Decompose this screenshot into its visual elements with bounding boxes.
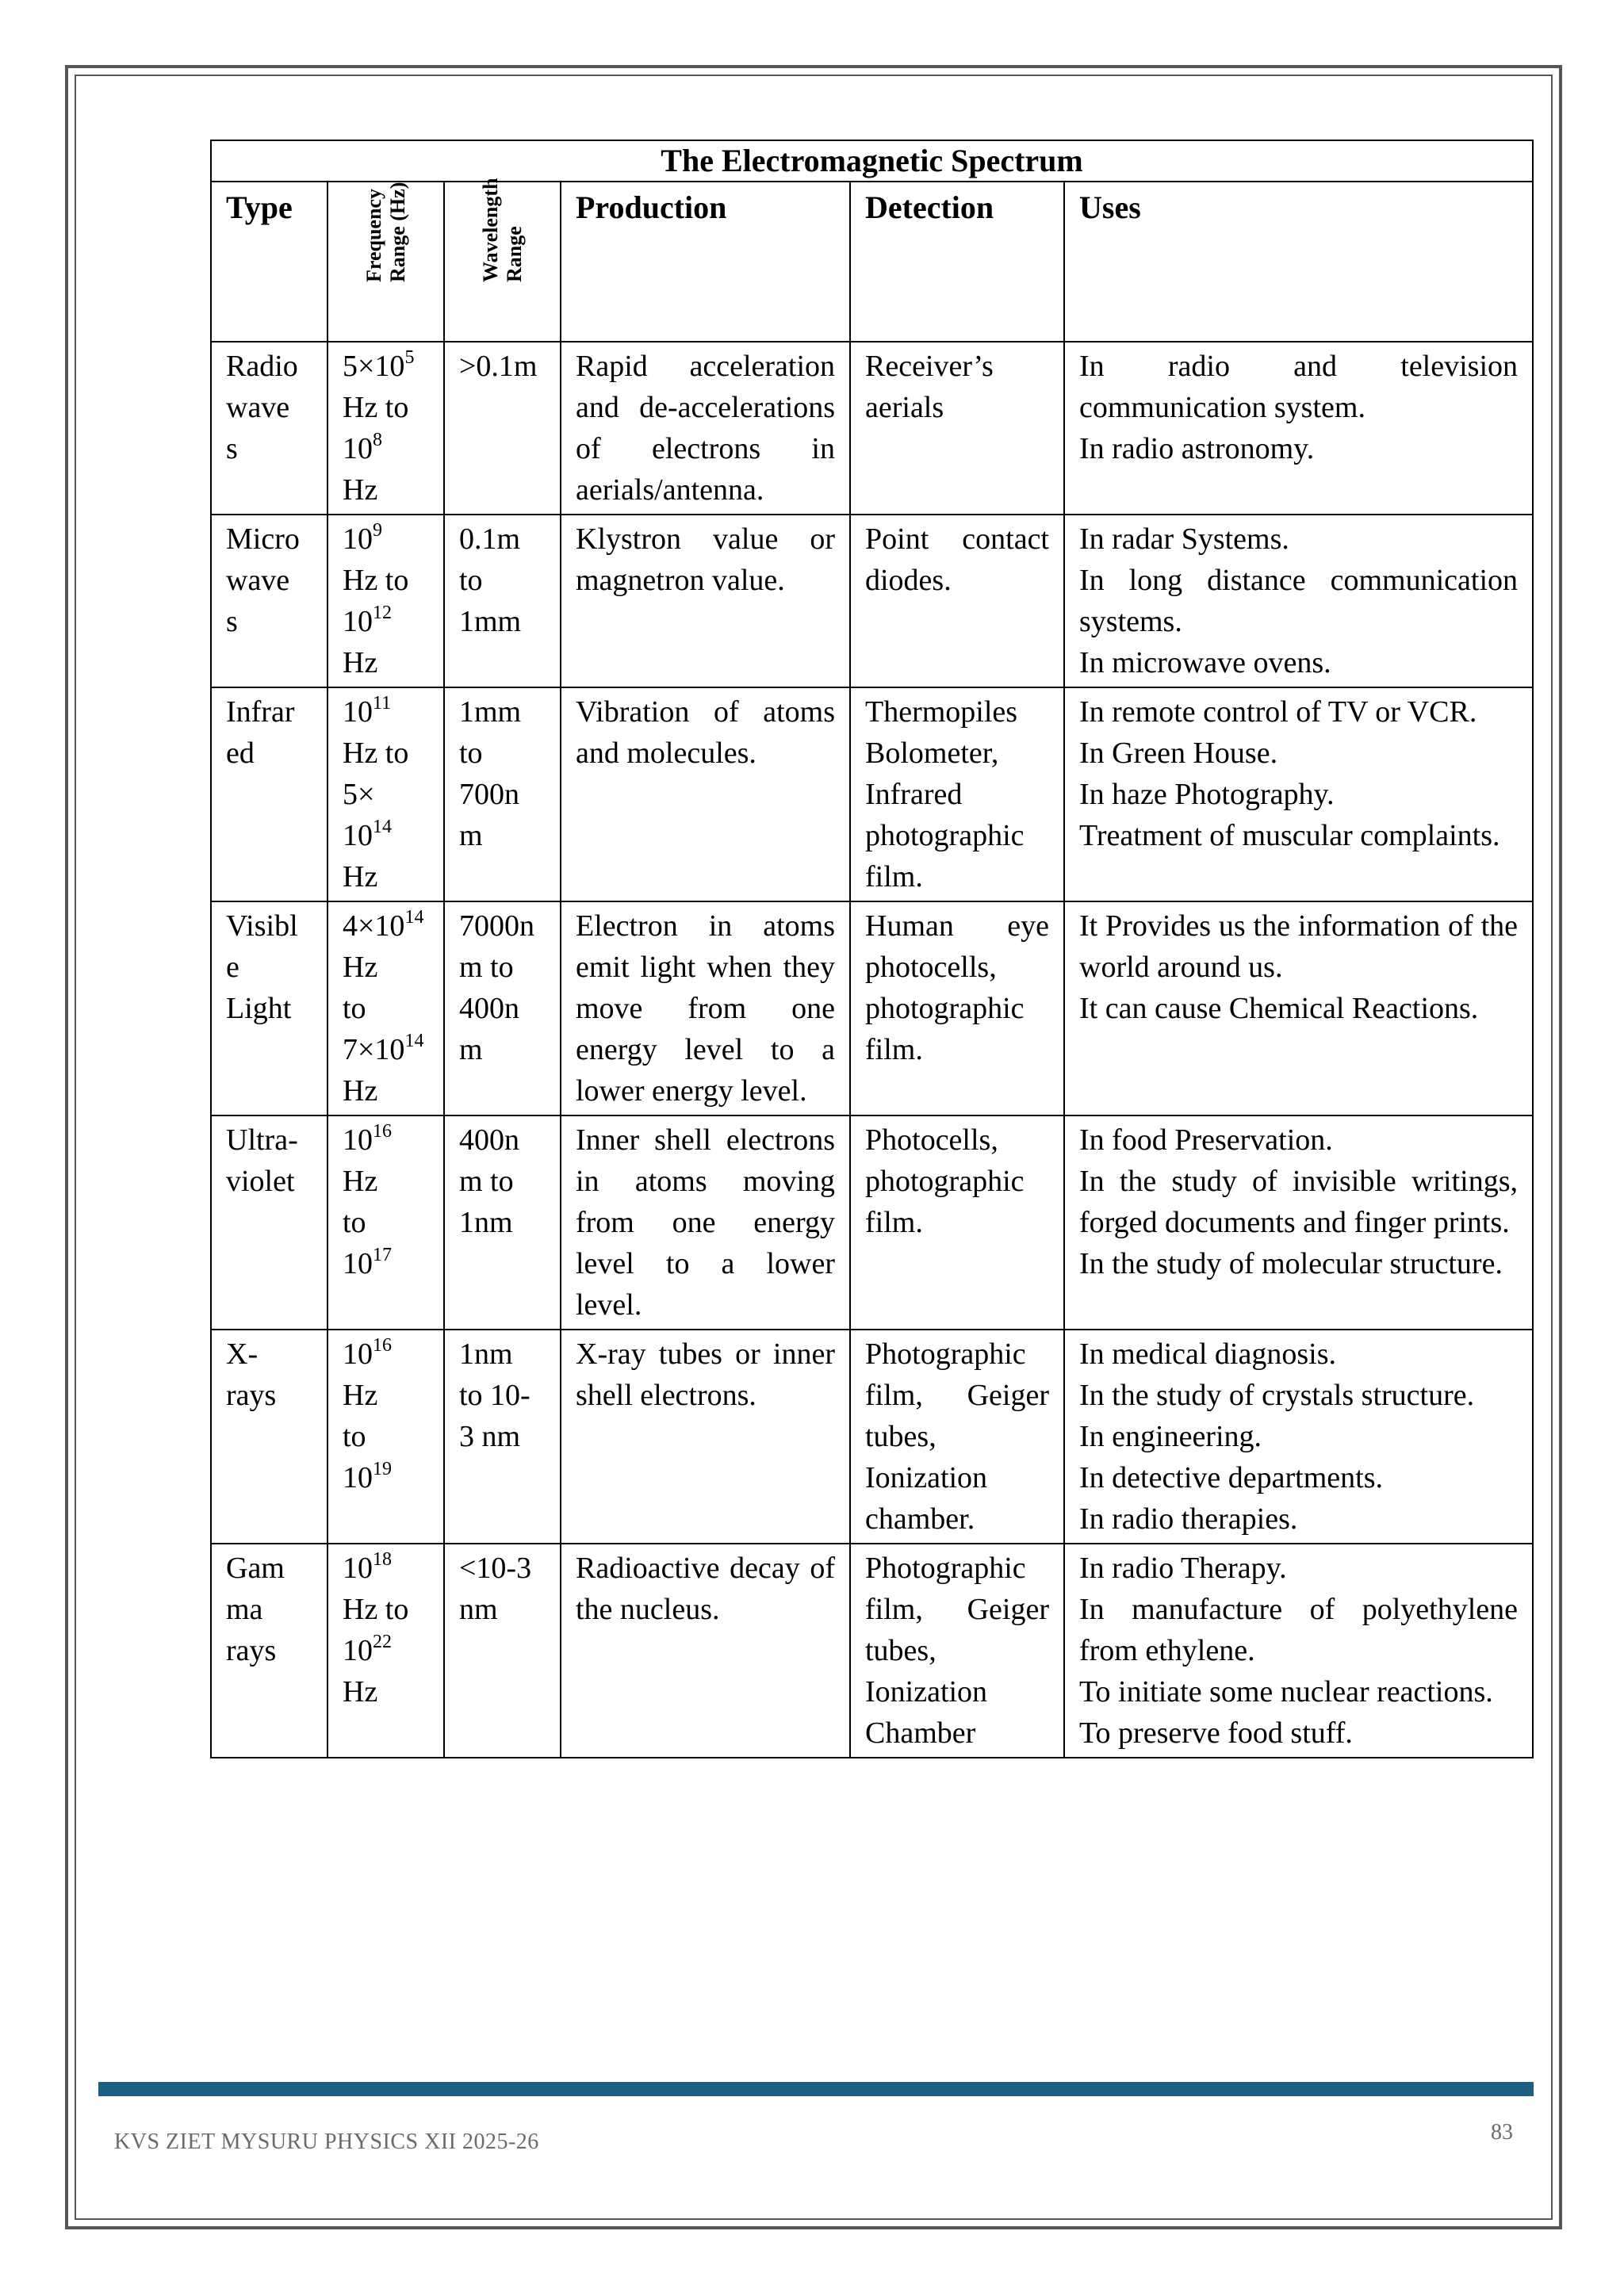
- frequency-line: $10^{22}$: [343, 1632, 392, 1667]
- frequency-line: $10^{14}$: [343, 817, 392, 852]
- type-line: Radio: [226, 350, 298, 383]
- wavelength-line: 1mm: [459, 605, 522, 638]
- use-line: In microwave ovens.: [1079, 646, 1331, 679]
- use-line: In radio astronomy.: [1079, 432, 1315, 465]
- frequency-line: Hz to: [343, 564, 409, 597]
- use-line: In food Preservation.: [1079, 1123, 1333, 1157]
- use-line: Treatment of muscular complaints.: [1079, 819, 1500, 852]
- wavelength-line: m to: [459, 1165, 514, 1198]
- exponent: 11: [373, 693, 392, 714]
- exponent: 16: [373, 1335, 392, 1356]
- table-row: [211, 1544, 1533, 1758]
- frequency-line: Hz to: [343, 1593, 409, 1626]
- frequency-line: $10^{17}$: [343, 1245, 392, 1280]
- exponent: 5: [404, 347, 415, 368]
- cell-detection: Receiver’s aerials: [850, 342, 1064, 515]
- exponent: 17: [373, 1245, 392, 1265]
- use-line: It Provides us the information of the world around us.: [1079, 909, 1519, 984]
- cell-type: [211, 1330, 327, 1544]
- type-line: ed: [226, 737, 255, 770]
- type-line: rays: [226, 1634, 277, 1667]
- spectrum-table-body: [211, 342, 1533, 1758]
- header-uses: Uses: [1064, 182, 1533, 342]
- table-row: [211, 342, 1533, 515]
- type-line: rays: [226, 1379, 277, 1412]
- wavelength-line: 3 nm: [459, 1420, 521, 1453]
- frequency-line: Hz: [343, 1165, 378, 1198]
- cell-detection: Human eye photocells, photographic film.: [850, 901, 1064, 1115]
- frequency-line: $10^{16}$: [343, 1121, 392, 1157]
- type-line: Infrar: [226, 695, 295, 729]
- footer-bar: [98, 2082, 1534, 2096]
- cell-production: Inner shell electrons in atoms moving from one energy level to a lower level.: [561, 1115, 850, 1330]
- frequency-line: Hz: [343, 473, 378, 507]
- frequency-line: $10^8$: [343, 430, 382, 465]
- frequency-line: $7\times 10^{14}$: [343, 1031, 424, 1066]
- cell-frequency: [327, 901, 444, 1115]
- footer-text: KVS ZIET MYSURU PHYSICS XII 2025-26: [114, 2130, 539, 2154]
- header-wavelength-line-0: Wavelength: [478, 178, 502, 282]
- cell-type: [211, 342, 327, 515]
- type-line: violet: [226, 1165, 295, 1198]
- cell-type: [211, 687, 327, 901]
- type-line: Gam: [226, 1552, 285, 1585]
- use-line: To initiate some nuclear reactions.: [1079, 1675, 1493, 1709]
- use-line: In radio and television communication system.: [1079, 350, 1519, 424]
- cell-frequency: [327, 1544, 444, 1758]
- type-line: Micro: [226, 522, 300, 556]
- cell-wavelength: [444, 515, 561, 687]
- frequency-line: 5×: [343, 778, 375, 811]
- wavelength-line: 700n: [459, 778, 519, 811]
- frequency-line: $10^{19}$: [343, 1459, 392, 1494]
- frequency-line: Hz: [343, 1379, 378, 1412]
- cell-detection: Thermopiles Bolometer, Infrared photographic film.: [850, 687, 1064, 901]
- cell-uses: [1064, 1115, 1533, 1330]
- frequency-line: Hz: [343, 1675, 378, 1709]
- frequency-line: $10^{12}$: [343, 603, 392, 638]
- cell-production: X-ray tubes or inner shell electrons.: [561, 1330, 850, 1544]
- exponent: 14: [373, 817, 392, 837]
- type-line: X-: [226, 1337, 259, 1371]
- wavelength-line: >0.1m: [459, 350, 538, 383]
- frequency-line: to: [343, 1206, 366, 1239]
- table-row: [211, 515, 1533, 687]
- use-line: In radio Therapy.: [1079, 1552, 1287, 1585]
- frequency-line: Hz: [343, 1074, 378, 1108]
- use-line: In medical diagnosis.: [1079, 1337, 1336, 1371]
- cell-detection: Point contact diodes.: [850, 515, 1064, 687]
- use-line: In the study of molecular structure.: [1079, 1247, 1503, 1280]
- page-number: 83: [1491, 2120, 1513, 2145]
- use-line: In haze Photography.: [1079, 778, 1335, 811]
- frequency-line: Hz: [343, 646, 378, 679]
- type-line: s: [226, 432, 238, 465]
- use-line: In the study of invisible writings, forged documents and finger prints.: [1079, 1165, 1519, 1239]
- table-row: [211, 1330, 1533, 1544]
- type-line: wave: [226, 564, 290, 597]
- use-line: In radio therapies.: [1079, 1502, 1298, 1536]
- exponent: 14: [404, 907, 424, 928]
- header-production: Production: [561, 182, 850, 342]
- exponent: 8: [373, 430, 382, 450]
- header-wavelength-line-1: Range: [502, 226, 526, 282]
- header-frequency: [327, 182, 444, 342]
- cell-detection: Photographic film, Geiger tubes, Ionization chamber.: [850, 1330, 1064, 1544]
- header-wavelength: [444, 178, 561, 342]
- wavelength-line: to: [459, 564, 483, 597]
- cell-wavelength: [444, 687, 561, 901]
- type-line: e: [226, 951, 239, 984]
- header-frequency-line-0: Frequency: [362, 189, 385, 282]
- frequency-line: Hz: [343, 860, 378, 894]
- use-line: In Green House.: [1079, 737, 1278, 770]
- cell-type: [211, 515, 327, 687]
- wavelength-line: 1nm: [459, 1337, 513, 1371]
- cell-frequency: [327, 515, 444, 687]
- type-line: wave: [226, 391, 290, 424]
- cell-type: [211, 1115, 327, 1330]
- use-line: In manufacture of polyethylene from ethylene.: [1079, 1593, 1519, 1667]
- wavelength-line: to 10-: [459, 1379, 530, 1412]
- frequency-line: to: [343, 1420, 366, 1453]
- cell-frequency: [327, 1330, 444, 1544]
- cell-production: Radioactive decay of the nucleus.: [561, 1544, 850, 1758]
- cell-type: [211, 901, 327, 1115]
- cell-wavelength: [444, 1330, 561, 1544]
- cell-type: [211, 1544, 327, 1758]
- wavelength-line: m: [459, 819, 483, 852]
- header-detection: Detection: [850, 182, 1064, 342]
- cell-frequency: [327, 342, 444, 515]
- use-line: In long distance communication systems.: [1079, 564, 1519, 638]
- frequency-line: $5\times 10^5$: [343, 347, 415, 383]
- type-line: s: [226, 605, 238, 638]
- cell-production: Electron in atoms emit light when they move from one energy level to a lower energy level.: [561, 901, 850, 1115]
- type-line: Visibl: [226, 909, 298, 943]
- wavelength-line: 0.1m: [459, 522, 521, 556]
- type-line: Light: [226, 992, 292, 1025]
- use-line: In detective departments.: [1079, 1461, 1384, 1494]
- exponent: 9: [373, 520, 382, 541]
- table-title: The Electromagnetic Spectrum: [211, 140, 1533, 182]
- type-line: ma: [226, 1593, 263, 1626]
- wavelength-line: 1mm: [459, 695, 522, 729]
- cell-wavelength: [444, 342, 561, 515]
- exponent: 19: [373, 1459, 392, 1479]
- cell-uses: [1064, 687, 1533, 901]
- use-line: In remote control of TV or VCR.: [1079, 695, 1477, 729]
- use-line: It can cause Chemical Reactions.: [1079, 992, 1479, 1025]
- cell-uses: [1064, 1330, 1533, 1544]
- frequency-line: $4\times 10^{14}$: [343, 907, 424, 943]
- use-line: In engineering.: [1079, 1420, 1262, 1453]
- wavelength-line: 7000n: [459, 909, 534, 943]
- wavelength-line: 1nm: [459, 1206, 513, 1239]
- table-row: [211, 901, 1533, 1115]
- wavelength-line: <10-3: [459, 1552, 532, 1585]
- cell-detection: Photographic film, Geiger tubes, Ionization Chamber: [850, 1544, 1064, 1758]
- frequency-line: Hz to: [343, 737, 409, 770]
- exponent: 22: [373, 1632, 392, 1652]
- wavelength-line: 400n: [459, 992, 519, 1025]
- cell-frequency: [327, 1115, 444, 1330]
- header-frequency-line-1: Range (Hz): [385, 182, 409, 282]
- frequency-line: $10^{18}$: [343, 1549, 392, 1585]
- frequency-line: Hz: [343, 951, 378, 984]
- cell-uses: [1064, 342, 1533, 515]
- exponent: 16: [373, 1121, 392, 1142]
- use-line: To preserve food stuff.: [1079, 1716, 1353, 1750]
- table-row: [211, 687, 1533, 901]
- wavelength-line: m: [459, 1033, 483, 1066]
- cell-production: Klystron value or magnetron value.: [561, 515, 850, 687]
- spectrum-table: [210, 140, 1534, 1758]
- wavelength-line: 400n: [459, 1123, 519, 1157]
- frequency-line: to: [343, 992, 366, 1025]
- header-type: Type: [211, 182, 327, 342]
- cell-frequency: [327, 687, 444, 901]
- cell-wavelength: [444, 1115, 561, 1330]
- cell-detection: Photocells, photographic film.: [850, 1115, 1064, 1330]
- cell-wavelength: [444, 901, 561, 1115]
- frequency-line: Hz to: [343, 391, 409, 424]
- cell-uses: [1064, 515, 1533, 687]
- exponent: 18: [373, 1549, 392, 1570]
- wavelength-line: nm: [459, 1593, 498, 1626]
- frequency-line: $10^{11}$: [343, 693, 392, 729]
- frequency-line: $10^9$: [343, 520, 382, 556]
- wavelength-line: m to: [459, 951, 514, 984]
- cell-uses: [1064, 901, 1533, 1115]
- exponent: 12: [373, 603, 392, 623]
- type-line: Ultra-: [226, 1123, 298, 1157]
- wavelength-line: to: [459, 737, 483, 770]
- cell-production: Rapid acceleration and de-accelerations of electrons in aerials/antenna.: [561, 342, 850, 515]
- cell-production: Vibration of atoms and molecules.: [561, 687, 850, 901]
- cell-uses: [1064, 1544, 1533, 1758]
- frequency-line: $10^{16}$: [343, 1335, 392, 1371]
- use-line: In the study of crystals structure.: [1079, 1379, 1475, 1412]
- use-line: In radar Systems.: [1079, 522, 1289, 556]
- exponent: 14: [404, 1031, 424, 1051]
- table-row: [211, 1115, 1533, 1330]
- cell-wavelength: [444, 1544, 561, 1758]
